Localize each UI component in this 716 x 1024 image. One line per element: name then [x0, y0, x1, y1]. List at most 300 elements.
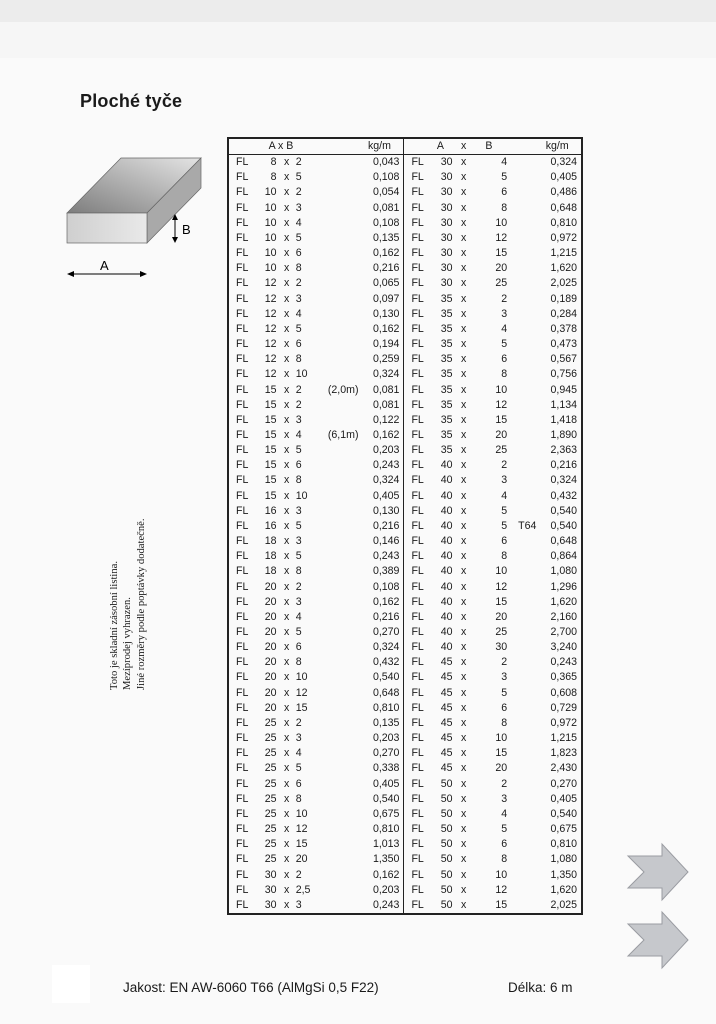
left-dim-a-cell: 20: [264, 595, 277, 608]
side-note: [108, 520, 158, 690]
left-dim-a-cell: 12: [264, 338, 277, 351]
right-kg-per-m-cell: 0,945: [550, 383, 577, 396]
left-dim-b-cell: 4: [295, 610, 302, 623]
right-type-cell: FL: [404, 504, 428, 519]
left-dim-a-cell: 25: [264, 807, 277, 820]
right-times-cell: x: [460, 216, 467, 229]
right-note-cell: [511, 822, 537, 837]
left-times-cell: x: [283, 398, 290, 411]
left-times-cell: x: [283, 216, 290, 229]
right-dim-a-cell: 45: [440, 671, 453, 684]
left-type-cell: FL: [236, 398, 249, 411]
left-dim-a-cell: 25: [264, 823, 277, 836]
right-type-cell: FL: [404, 534, 428, 549]
left-dim-a-cell: 25: [264, 762, 277, 775]
dimension-a-arrow-left: [67, 271, 74, 277]
left-note-cell: [315, 155, 359, 171]
left-dim-b-cell: 2,5: [295, 883, 311, 896]
left-type-cell: FL: [236, 277, 249, 290]
right-type-cell: FL: [404, 792, 428, 807]
right-note-cell: [511, 883, 537, 898]
left-dim-b-cell: 10: [295, 368, 308, 381]
left-dim-b-cell: 5: [295, 550, 302, 563]
right-type-cell: FL: [404, 898, 428, 914]
right-kg-per-m-cell: 0,324: [550, 156, 577, 169]
right-note-cell: [511, 610, 537, 625]
right-kg-per-m-cell: 2,025: [550, 898, 577, 911]
left-dim-b-cell: 2: [295, 383, 302, 396]
right-dim-b-cell: 15: [495, 898, 508, 911]
left-dim-b-cell: 4: [295, 428, 302, 441]
right-type-cell: FL: [404, 201, 428, 216]
left-note-cell: [315, 868, 359, 883]
right-dim-a-cell: 50: [440, 807, 453, 820]
right-note-cell: [511, 580, 537, 595]
right-dim-b-cell: 3: [501, 792, 508, 805]
table-row: [228, 216, 582, 231]
header-spacer: [404, 138, 428, 155]
right-times-cell: x: [460, 747, 467, 760]
table-row: [228, 292, 582, 307]
right-times-cell: x: [460, 231, 467, 244]
right-kg-per-m-cell: 0,972: [550, 231, 577, 244]
left-type-cell: FL: [236, 868, 249, 881]
left-times-cell: x: [283, 792, 290, 805]
side-note-line: Mezíprodej vyhrazen.: [122, 597, 134, 690]
left-dim-b-cell: 3: [295, 413, 302, 426]
right-note-cell: [511, 155, 537, 171]
left-dim-b-cell: 12: [295, 686, 308, 699]
right-note-cell: [511, 898, 537, 914]
left-times-cell: x: [283, 550, 290, 563]
right-kg-per-m-cell: 0,810: [550, 838, 577, 851]
left-times-cell: x: [283, 716, 290, 729]
left-dim-a-cell: 10: [264, 186, 277, 199]
right-kg-per-m-cell: 0,486: [550, 186, 577, 199]
right-times-cell: x: [460, 201, 467, 214]
right-times-cell: x: [460, 247, 467, 260]
right-note-cell: [511, 504, 537, 519]
right-note-cell: [511, 701, 537, 716]
right-dim-b-cell: 10: [495, 868, 508, 881]
right-note-cell: [511, 731, 537, 746]
right-times-cell: x: [460, 474, 467, 487]
left-type-cell: FL: [236, 444, 249, 457]
right-kg-per-m-cell: 0,189: [550, 292, 577, 305]
left-dim-a-cell: 8: [270, 156, 277, 169]
left-kg-per-m-cell: 0,243: [372, 459, 400, 472]
left-note-cell: [315, 686, 359, 701]
table-row: [228, 201, 582, 216]
left-type-cell: FL: [236, 262, 249, 275]
table-row: [228, 519, 582, 534]
table-row: [228, 170, 582, 185]
left-times-cell: x: [283, 292, 290, 305]
left-type-cell: FL: [236, 535, 249, 548]
table-row: [228, 261, 582, 276]
right-kg-per-m-cell: 1,823: [550, 747, 577, 760]
right-times-cell: x: [460, 641, 467, 654]
right-kg-per-m-cell: 2,363: [550, 444, 577, 457]
right-times-cell: x: [460, 671, 467, 684]
right-dim-b-cell: 6: [501, 838, 508, 851]
right-note-cell: [511, 670, 537, 685]
left-kg-per-m-cell: 0,540: [372, 671, 400, 684]
left-kg-per-m-cell: 0,324: [372, 474, 400, 487]
left-kg-per-m-cell: 0,338: [372, 762, 400, 775]
right-kg-per-m-cell: 0,972: [550, 716, 577, 729]
left-type-cell: FL: [236, 595, 249, 608]
left-kg-per-m-cell: 0,270: [372, 747, 400, 760]
left-dim-b-cell: 8: [295, 565, 302, 578]
material-quality: Jakost: EN AW-6060 T66 (AlMgSi 0,5 F22): [123, 980, 379, 995]
right-dim-b-cell: 15: [495, 247, 508, 260]
table-row: [228, 868, 582, 883]
right-dim-a-cell: 45: [440, 762, 453, 775]
left-kg-per-m-cell: 0,648: [372, 686, 400, 699]
right-dim-b-cell: 6: [501, 186, 508, 199]
right-dim-a-cell: 40: [440, 535, 453, 548]
left-kg-per-m-cell: 0,203: [372, 883, 400, 896]
right-dim-b-cell: 12: [495, 580, 508, 593]
left-note-cell: [315, 504, 359, 519]
right-dim-a-cell: 35: [440, 413, 453, 426]
left-times-cell: x: [283, 489, 290, 502]
right-note-cell: [511, 792, 537, 807]
right-dim-a-cell: 30: [440, 156, 453, 169]
table-row: [228, 413, 582, 428]
left-times-cell: x: [283, 459, 290, 472]
left-dim-a-cell: 10: [264, 216, 277, 229]
table-row: [228, 777, 582, 792]
header-spacer: [315, 138, 359, 155]
left-type-cell: FL: [236, 777, 249, 790]
left-type-cell: FL: [236, 322, 249, 335]
arrow-shape: [628, 912, 688, 968]
header-x: x: [457, 138, 471, 155]
right-dim-b-cell: 5: [501, 171, 508, 184]
right-dim-b-cell: 3: [501, 671, 508, 684]
right-dim-a-cell: 40: [440, 565, 453, 578]
right-dim-b-cell: 2: [501, 656, 508, 669]
left-dim-b-cell: 4: [295, 307, 302, 320]
right-note-cell: [511, 307, 537, 322]
left-dim-b-cell: 8: [295, 474, 302, 487]
right-type-cell: FL: [404, 216, 428, 231]
left-times-cell: x: [283, 671, 290, 684]
left-note-cell: (6,1m): [327, 428, 359, 441]
table-row: [228, 898, 582, 914]
left-note-cell: [315, 731, 359, 746]
left-note-cell: [315, 398, 359, 413]
left-note-cell: [315, 231, 359, 246]
left-note-cell: [315, 261, 359, 276]
left-type-cell: FL: [236, 807, 249, 820]
left-times-cell: x: [283, 504, 290, 517]
right-type-cell: FL: [404, 746, 428, 761]
right-dim-b-cell: 15: [495, 747, 508, 760]
right-type-cell: FL: [404, 686, 428, 701]
right-type-cell: FL: [404, 640, 428, 655]
right-dim-a-cell: 35: [440, 368, 453, 381]
left-kg-per-m-cell: 0,065: [372, 277, 400, 290]
right-type-cell: FL: [404, 625, 428, 640]
left-times-cell: x: [283, 610, 290, 623]
right-times-cell: x: [460, 262, 467, 275]
left-type-cell: FL: [236, 610, 249, 623]
left-type-cell: FL: [236, 383, 249, 396]
right-type-cell: FL: [404, 519, 428, 534]
left-dim-a-cell: 16: [264, 504, 277, 517]
table-row: [228, 564, 582, 579]
left-type-cell: FL: [236, 292, 249, 305]
right-times-cell: x: [460, 807, 467, 820]
table-row: [228, 322, 582, 337]
left-dim-a-cell: 20: [264, 626, 277, 638]
right-dim-b-cell: 8: [501, 368, 508, 381]
right-dim-b-cell: 4: [501, 489, 508, 502]
table-row: [228, 792, 582, 807]
right-type-cell: FL: [404, 322, 428, 337]
flat-bar-diagram: [58, 150, 218, 280]
left-type-cell: FL: [236, 247, 249, 260]
left-dim-b-cell: 3: [295, 535, 302, 548]
right-dim-b-cell: 12: [495, 231, 508, 244]
right-type-cell: FL: [404, 655, 428, 670]
left-note-cell: [315, 777, 359, 792]
left-type-cell: FL: [236, 686, 249, 699]
right-note-cell: [511, 413, 537, 428]
right-kg-per-m-cell: 0,243: [550, 656, 577, 669]
table-row: [228, 595, 582, 610]
left-note-cell: [315, 489, 359, 504]
right-dim-b-cell: 10: [495, 732, 508, 745]
right-kg-per-m-cell: 1,215: [550, 732, 577, 745]
left-dim-a-cell: 30: [264, 898, 277, 911]
left-dim-a-cell: 12: [264, 292, 277, 305]
left-dim-b-cell: 3: [295, 201, 302, 214]
right-times-cell: x: [460, 292, 467, 305]
left-note-cell: (2,0m): [327, 383, 359, 396]
left-dim-b-cell: 6: [295, 338, 302, 351]
page-corner-patch: [52, 965, 90, 1003]
left-dim-b-cell: 5: [295, 322, 302, 335]
right-times-cell: x: [460, 595, 467, 608]
left-type-cell: FL: [236, 747, 249, 760]
left-type-cell: FL: [236, 550, 249, 563]
left-dim-b-cell: 10: [295, 489, 308, 502]
dimension-b-label: B: [182, 222, 191, 237]
right-dim-b-cell: 5: [501, 504, 508, 517]
right-times-cell: x: [460, 656, 467, 669]
left-dim-b-cell: 5: [295, 231, 302, 244]
right-times-cell: x: [460, 322, 467, 335]
right-kg-per-m-cell: 1,418: [550, 413, 577, 426]
left-times-cell: x: [283, 838, 290, 851]
left-dim-b-cell: 5: [295, 626, 302, 638]
right-dim-b-cell: 25: [495, 444, 508, 457]
left-kg-per-m-cell: 0,432: [372, 656, 400, 669]
right-dim-b-cell: 5: [501, 686, 508, 699]
right-dim-b-cell: 25: [495, 277, 508, 290]
left-note-cell: [315, 640, 359, 655]
left-kg-per-m-cell: 0,324: [372, 641, 400, 654]
left-times-cell: x: [283, 853, 290, 866]
table-row: [228, 443, 582, 458]
right-dim-a-cell: 30: [440, 216, 453, 229]
right-kg-per-m-cell: 0,648: [550, 535, 577, 548]
left-dim-a-cell: 18: [264, 550, 277, 563]
left-kg-per-m-cell: 0,405: [372, 489, 400, 502]
left-times-cell: x: [283, 626, 290, 638]
left-times-cell: x: [283, 565, 290, 578]
left-dim-a-cell: 16: [264, 519, 277, 532]
right-times-cell: x: [460, 580, 467, 593]
left-dim-b-cell: 10: [295, 671, 308, 684]
right-type-cell: FL: [404, 337, 428, 352]
left-times-cell: x: [283, 656, 290, 669]
page-title: Ploché tyče: [80, 91, 183, 111]
right-dim-a-cell: 40: [440, 550, 453, 563]
right-type-cell: FL: [404, 458, 428, 473]
left-dim-b-cell: 15: [295, 838, 308, 851]
left-kg-per-m-cell: 1,350: [372, 853, 400, 866]
right-dim-a-cell: 50: [440, 898, 453, 911]
left-dim-b-cell: 3: [295, 292, 302, 305]
right-type-cell: FL: [404, 276, 428, 291]
left-type-cell: FL: [236, 489, 249, 502]
header-a-x-b: A x B: [228, 138, 315, 155]
right-kg-per-m-cell: 0,270: [550, 777, 577, 790]
right-kg-per-m-cell: 0,365: [550, 671, 577, 684]
left-note-cell: [315, 534, 359, 549]
left-times-cell: x: [283, 519, 290, 532]
right-dim-a-cell: 35: [440, 383, 453, 396]
left-type-cell: FL: [236, 413, 249, 426]
right-note-cell: [511, 216, 537, 231]
left-dim-b-cell: 6: [295, 459, 302, 472]
right-dim-a-cell: 45: [440, 732, 453, 745]
left-kg-per-m-cell: 0,043: [372, 156, 400, 169]
table-row: [228, 686, 582, 701]
right-type-cell: FL: [404, 398, 428, 413]
right-dim-a-cell: 40: [440, 580, 453, 593]
left-times-cell: x: [283, 247, 290, 260]
right-times-cell: x: [460, 489, 467, 502]
right-dim-a-cell: 50: [440, 883, 453, 896]
left-type-cell: FL: [236, 459, 249, 472]
table-row: [228, 504, 582, 519]
right-note-cell: [511, 807, 537, 822]
right-dim-a-cell: 40: [440, 626, 453, 638]
left-note-cell: [315, 580, 359, 595]
left-kg-per-m-cell: 0,097: [372, 292, 400, 305]
right-dim-a-cell: 50: [440, 777, 453, 790]
next-page-arrow-icon[interactable]: [626, 910, 690, 970]
next-page-arrow-icon[interactable]: [626, 842, 690, 902]
left-dim-a-cell: 15: [264, 383, 277, 396]
left-note-cell: [315, 413, 359, 428]
right-dim-a-cell: 35: [440, 428, 453, 441]
left-times-cell: x: [283, 732, 290, 745]
left-dim-b-cell: 2: [295, 868, 302, 881]
right-kg-per-m-cell: 0,756: [550, 368, 577, 381]
left-dim-b-cell: 12: [295, 823, 308, 836]
right-kg-per-m-cell: 1,620: [550, 595, 577, 608]
right-kg-per-m-cell: 0,378: [550, 322, 577, 335]
right-note-cell: [511, 473, 537, 488]
arrow-shape: [628, 844, 688, 900]
left-dim-b-cell: 4: [295, 747, 302, 760]
left-note-cell: [315, 807, 359, 822]
right-note-cell: [511, 337, 537, 352]
right-dim-b-cell: 15: [495, 595, 508, 608]
left-dim-a-cell: 25: [264, 747, 277, 760]
left-kg-per-m-cell: 0,675: [372, 807, 400, 820]
left-kg-per-m-cell: 0,810: [372, 823, 400, 836]
right-dim-a-cell: 30: [440, 186, 453, 199]
left-dim-a-cell: 25: [264, 853, 277, 866]
right-kg-per-m-cell: 0,216: [550, 459, 577, 472]
table-row: [228, 367, 582, 382]
right-type-cell: FL: [404, 852, 428, 867]
right-dim-a-cell: 40: [440, 595, 453, 608]
right-dim-b-cell: 3: [501, 307, 508, 320]
left-dim-b-cell: 10: [295, 807, 308, 820]
left-kg-per-m-cell: 0,081: [372, 201, 400, 214]
header-a: A: [428, 138, 456, 155]
right-note-cell: [511, 322, 537, 337]
left-times-cell: x: [283, 898, 290, 911]
left-kg-per-m-cell: 0,122: [372, 413, 400, 426]
right-times-cell: x: [460, 519, 467, 532]
right-type-cell: FL: [404, 428, 428, 443]
left-note-cell: [315, 761, 359, 776]
header-kg-m: kg/m: [359, 138, 403, 155]
right-note-cell: [511, 655, 537, 670]
right-times-cell: x: [460, 732, 467, 745]
right-dim-b-cell: 2: [501, 459, 508, 472]
left-dim-b-cell: 8: [295, 792, 302, 805]
left-dim-b-cell: 5: [295, 444, 302, 457]
table-row: [228, 807, 582, 822]
left-dim-a-cell: 20: [264, 641, 277, 654]
left-times-cell: x: [283, 201, 290, 214]
right-times-cell: x: [460, 883, 467, 896]
right-dim-b-cell: 20: [495, 428, 508, 441]
right-dim-a-cell: 40: [440, 519, 453, 532]
left-kg-per-m-cell: 0,162: [372, 247, 400, 260]
header-spacer: [511, 138, 537, 155]
right-note-cell: [511, 170, 537, 185]
right-note-cell: [511, 868, 537, 883]
header-kg-m: kg/m: [537, 138, 582, 155]
left-dim-a-cell: 25: [264, 716, 277, 729]
left-note-cell: [315, 307, 359, 322]
left-dim-b-cell: 5: [295, 519, 302, 532]
left-times-cell: x: [283, 535, 290, 548]
table-row: [228, 655, 582, 670]
right-type-cell: FL: [404, 837, 428, 852]
right-note-cell: [511, 185, 537, 200]
right-times-cell: x: [460, 565, 467, 578]
table-row: [228, 670, 582, 685]
right-note-cell: [511, 746, 537, 761]
left-dim-b-cell: 2: [295, 398, 302, 411]
right-dim-b-cell: 30: [495, 641, 508, 654]
left-note-cell: [315, 352, 359, 367]
right-times-cell: x: [460, 307, 467, 320]
